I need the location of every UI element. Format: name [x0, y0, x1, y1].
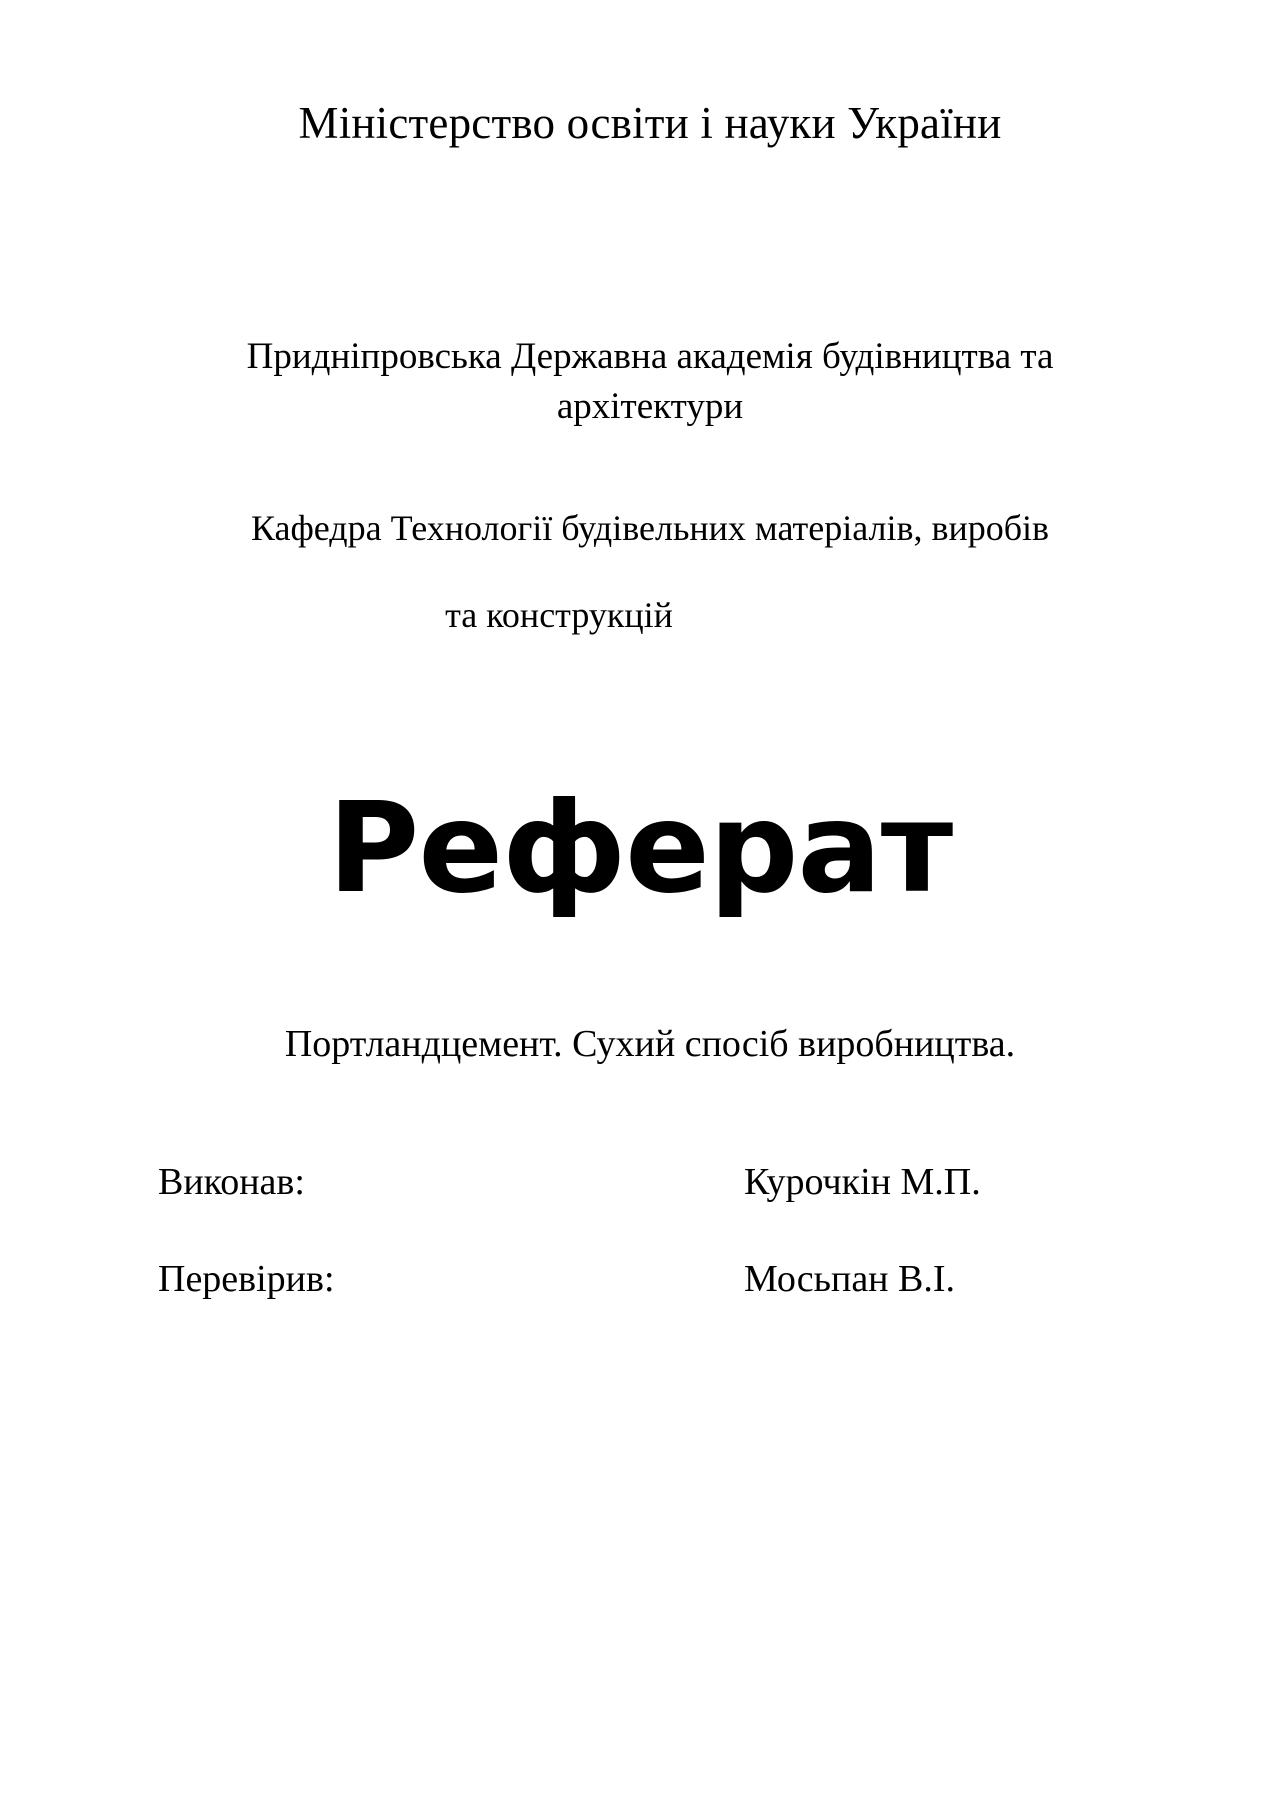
- signature-row: [150, 1160, 1150, 1257]
- signature-row: [150, 1257, 1150, 1354]
- signature-role-author: Виконав:: [158, 1161, 305, 1203]
- signature-name-author: Курочкін М.П.: [744, 1161, 981, 1203]
- academy-name: Придніпровська Державна академія будівництва та архітектури: [246, 336, 1054, 427]
- signature-name-reviewer: Мосьпан В.І.: [744, 1258, 956, 1300]
- document-subject: Портландцемент. Сухий спосіб виробництва.: [284, 1023, 1016, 1065]
- ministry-heading: Міністерство освіти і науки України: [298, 98, 1002, 148]
- title-page-content: [150, 0, 1150, 1811]
- document-type-title: Реферат: [327, 776, 953, 921]
- signature-role-reviewer: Перевірив:: [158, 1258, 335, 1300]
- department-name-line2: та конструкцій: [445, 595, 673, 635]
- department-name-line1: Кафедра Технології будівельних матеріалів, виробів: [250, 508, 1050, 548]
- signature-block: [150, 1160, 1150, 1354]
